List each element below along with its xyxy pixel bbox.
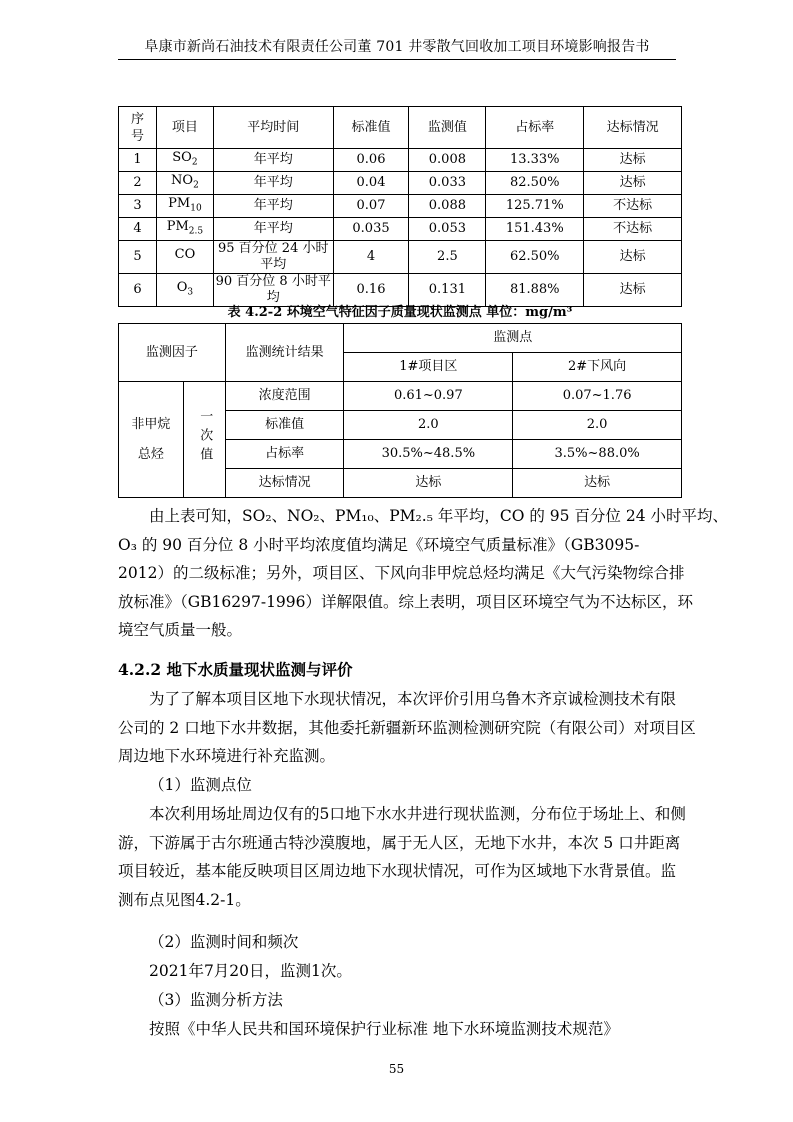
header-point-1: 1#项目区 xyxy=(344,353,513,382)
paragraph-monitoring-points: 本次利用场址周边仅有的5口地下水水井进行现状监测，分布位于场址上、和侧 游，下游属于古尔班通古特沙漠腹地，属于无人区，无地下水井，本次 5 口井距离 项目较近，基本能反映项目区周边地下水现状情况，可作为区域地下水背景值。监 测布点见图4.2-1。 xyxy=(118,805,686,909)
cell-measured: 0.053 xyxy=(409,218,486,241)
cell-standard: 0.06 xyxy=(333,149,409,172)
row-label-status: 达标情况 xyxy=(225,469,344,498)
cell-index: 5 xyxy=(119,241,157,274)
table-row xyxy=(119,241,682,274)
col-header: 监测值 xyxy=(409,107,486,149)
col-header: 平均时间 xyxy=(213,107,333,149)
cell-standard: 0.07 xyxy=(333,195,409,218)
running-header: 阜康市新尚石油技术有限责任公司董 701 井零散气回收加工项目环境影响报告书 xyxy=(144,39,650,55)
cell-ratio: 82.50% xyxy=(486,172,584,195)
cell-status: 达标 xyxy=(584,274,682,307)
paragraph-air-summary: 由上表可知，SO₂、NO₂、PM₁₀、PM₂.₅ 年平均，CO 的 95 百分位 24 小时平均、 O₃ 的 90 百分位 8 小时平均浓度值均满足《环境空气质量标准》（GB3095- 2012）的二级标准；另外，项目区、下风向非甲烷总烃均满足《大气污染物综合排 放标准》（GB16297-1996）详解限值。综上表明，项目区环境空气为不达标区，环 境空气质量一般。 xyxy=(118,507,728,640)
air-quality-table xyxy=(118,106,682,307)
cell-period: 95 百分位 24 小时平均 xyxy=(213,241,333,274)
cell-standard: 0.16 xyxy=(333,274,409,307)
header-rule xyxy=(118,59,676,60)
cell-index: 6 xyxy=(119,274,157,307)
col-header: 标准值 xyxy=(333,107,409,149)
cell-measured: 0.088 xyxy=(409,195,486,218)
cell-measured: 2.5 xyxy=(409,241,486,274)
subheading-monitoring-time: （2）监测时间和频次 xyxy=(149,933,299,951)
cell-index: 3 xyxy=(119,195,157,218)
header-factor: 监测因子 xyxy=(119,324,226,382)
table-row xyxy=(119,149,682,172)
cell-measured: 0.008 xyxy=(409,149,486,172)
row-label-rate: 占标率 xyxy=(225,440,344,469)
cell-pollutant: CO xyxy=(156,241,213,274)
header-stat: 监测统计结果 xyxy=(225,324,344,382)
header-point-2: 2#下风向 xyxy=(513,353,682,382)
cell-ratio: 81.88% xyxy=(486,274,584,307)
col-header: 项目 xyxy=(156,107,213,149)
factor-name: 非甲烷 总烃 xyxy=(119,382,184,498)
cell-pollutant: $SO_2$ xyxy=(156,149,213,172)
cell-range-1: 0.61~0.97 xyxy=(344,382,513,411)
period-label: 一次值 xyxy=(183,382,225,498)
subheading-analysis-method: （3）监测分析方法 xyxy=(149,991,283,1009)
cell-standard-2: 2.0 xyxy=(513,411,682,440)
cell-status: 不达标 xyxy=(584,218,682,241)
cell-standard: 4 xyxy=(333,241,409,274)
col-header: 占标率 xyxy=(486,107,584,149)
cell-rate-1: 30.5%~48.5% xyxy=(344,440,513,469)
cell-status: 不达标 xyxy=(584,195,682,218)
paragraph-groundwater-intro: 为了了解本项目区地下水现状情况，本次评价引用乌鲁木齐京诚检测技术有限 公司的 2 口地下水井数据，其他委托新疆新环监测检测研究院（有限公司）对项目区 周边地下水环境进行补充监测。 xyxy=(118,690,696,766)
table-row xyxy=(119,195,682,218)
row-label-standard: 标准值 xyxy=(225,411,344,440)
cell-pollutant: $PM_{10}$ xyxy=(156,195,213,218)
page-number: 55 xyxy=(388,1062,405,1076)
cell-ratio: 151.43% xyxy=(486,218,584,241)
cell-index: 2 xyxy=(119,172,157,195)
cell-period: 年平均 xyxy=(213,149,333,172)
cell-ratio: 62.50% xyxy=(486,241,584,274)
table-row xyxy=(119,172,682,195)
paragraph-analysis-method: 按照《中华人民共和国环境保护行业标准 地下水环境监测技术规范》 xyxy=(149,1020,619,1038)
paragraph-monitoring-time: 2021年7月20日，监测1次。 xyxy=(149,962,352,980)
header-points: 监测点 xyxy=(344,324,682,353)
characteristic-factor-table xyxy=(118,323,682,498)
cell-status-1: 达标 xyxy=(344,469,513,498)
cell-pollutant: $NO_2$ xyxy=(156,172,213,195)
table-row xyxy=(119,382,682,411)
cell-period: 年平均 xyxy=(213,218,333,241)
table2-caption: 表 4.2-2 环境空气特征因子质量现状监测点 单位：mg/m³ xyxy=(227,305,573,320)
cell-range-2: 0.07~1.76 xyxy=(513,382,682,411)
table-row xyxy=(119,218,682,241)
cell-period: 年平均 xyxy=(213,195,333,218)
cell-status-2: 达标 xyxy=(513,469,682,498)
col-header: 达标情况 xyxy=(584,107,682,149)
cell-rate-2: 3.5%~88.0% xyxy=(513,440,682,469)
cell-index: 1 xyxy=(119,149,157,172)
col-header: 序号 xyxy=(119,107,157,149)
cell-status: 达标 xyxy=(584,172,682,195)
cell-measured: 0.033 xyxy=(409,172,486,195)
cell-ratio: 125.71% xyxy=(486,195,584,218)
cell-status: 达标 xyxy=(584,241,682,274)
row-label-range: 浓度范围 xyxy=(225,382,344,411)
cell-standard: 0.04 xyxy=(333,172,409,195)
subheading-monitoring-points: （1）监测点位 xyxy=(149,776,252,794)
cell-pollutant: $PM_{2.5}$ xyxy=(156,218,213,241)
cell-period: 90 百分位 8 小时平均 xyxy=(213,274,333,307)
section-heading-groundwater: 4.2.2 地下水质量现状监测与评价 xyxy=(118,660,353,679)
cell-ratio: 13.33% xyxy=(486,149,584,172)
cell-pollutant: $O_3$ xyxy=(156,274,213,307)
cell-standard-1: 2.0 xyxy=(344,411,513,440)
cell-status: 达标 xyxy=(584,149,682,172)
table-header-row xyxy=(119,107,682,149)
cell-measured: 0.131 xyxy=(409,274,486,307)
cell-period: 年平均 xyxy=(213,172,333,195)
cell-standard: 0.035 xyxy=(333,218,409,241)
cell-index: 4 xyxy=(119,218,157,241)
